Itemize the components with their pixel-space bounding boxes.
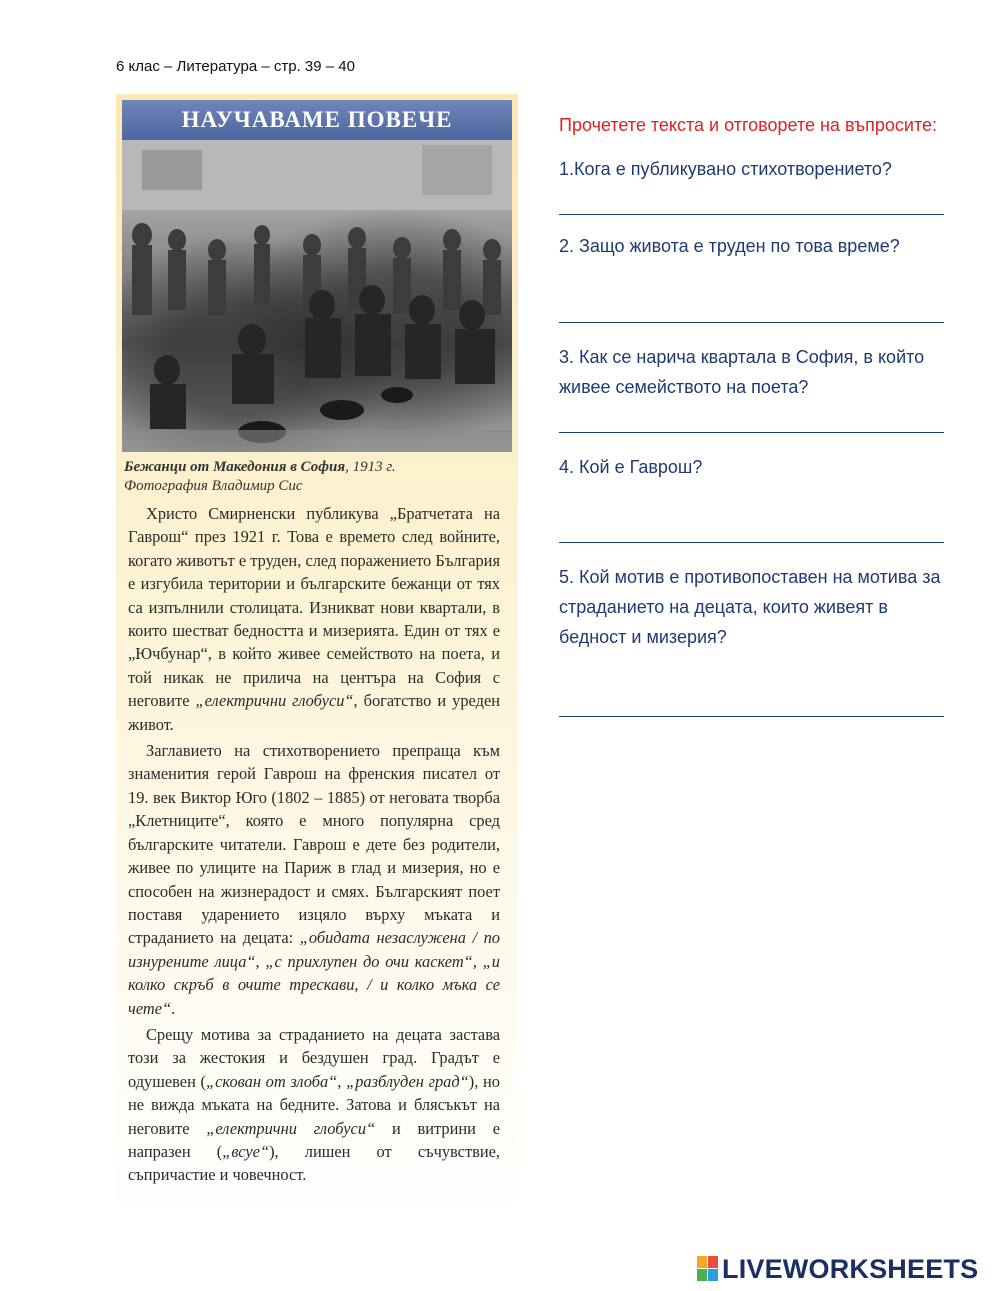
instructions: Прочетете текста и отговорете на въпросите: [559, 115, 938, 135]
question-1: 1.Кога е публикувано стихотворението? [559, 159, 892, 179]
p3-mid: ), но не вижда мъката на бедните. Затова и блясъкът на неговите [128, 1071, 500, 1138]
p2-end: . [171, 998, 176, 1018]
p2-text: Заглавието на стихотворението препраща към знаменития герой Гаврош на френския писател от 19. век Виктор Юго (1802 – 1885) от неговата творба „Клетниците“, която е много популярна сред българските читатели. Гаврош е дете без родители, живее по улиците на Париж в глад и мизерия, но е способен на жизнерадост и смях. Българският поет поставя ударението изцяло върху мъката и страданието на децата: [128, 741, 500, 948]
question-2: 2. Защо живота е труден по това време? [559, 236, 900, 256]
p1-text: Христо Смирненски публикува „Братчетата на Гаврош“ през 1921 г. Това е времето след войните, когато животът е труден, след поражението България е изгубила територии и българските бежанци от тях са изпълнили столицата. Изникват нови квартали, в които шестват бедността и мизерията. Един от тях е „Ючбунар“, в който живее семейството на поета, и той никак не прилича на центъра на София с неговите [128, 504, 500, 711]
answer-line-5[interactable] [559, 716, 944, 717]
p2-sep-2: , [472, 951, 483, 971]
p3-quote-1: „скован от злоба“ [206, 1071, 338, 1091]
p2-quote-1: „обидата незаслужена / по изнурените лица“ [128, 928, 500, 971]
caption-bold: Бежанци от Македония в София [124, 459, 346, 475]
question-5: 5. Кой мотив е противопоставен на мотива за страданието на децата, които живеят в бедност и мизерия? [559, 567, 941, 647]
photo-crowd-illustration [122, 140, 512, 452]
section-banner: НАУЧАВАМЕ ПОВЕЧЕ [122, 100, 512, 140]
p3-mid-2: и витрини е напразен ( [128, 1118, 500, 1161]
page-header: 6 клас – Литература – стр. 39 – 40 [116, 58, 355, 75]
article-body [128, 502, 500, 1187]
textbook-excerpt [116, 94, 518, 1224]
p3-quote-3: „електрични глобуси“ [206, 1118, 376, 1138]
p3-quote-2: „разблуден град“ [346, 1071, 469, 1091]
liveworksheets-logo [697, 1254, 978, 1284]
p3-end: ), лишен от съчувствие, съпричастие и човечност. [128, 1141, 501, 1185]
p3-text: Срещу мотива за страданието на децата застава този за жестокия и бездушен град. Градът е одушевен ( [128, 1024, 500, 1091]
p1-end: , богатство и уреден живот. [128, 691, 500, 734]
p2-sep-1: , [255, 951, 266, 971]
answer-line-2[interactable] [559, 322, 944, 323]
photo-caption [124, 458, 514, 496]
paragraph-3 [128, 1023, 500, 1187]
p2-quote-2: „с прихлупен до очи каскет“ [265, 951, 473, 971]
historical-photo [122, 140, 512, 452]
brand-wordmark: LIVEWORKSHEETS [722, 1253, 979, 1284]
answer-line-4[interactable] [559, 542, 944, 543]
paragraph-1 [128, 502, 500, 736]
question-4: 4. Кой е Гаврош? [559, 457, 703, 477]
p2-quote-3: „и колко скръб в очите трескави, / и колко мъка се чете“ [128, 951, 500, 1018]
paragraph-2 [128, 739, 500, 1020]
answer-line-1[interactable] [559, 214, 944, 215]
p1-quote: „електрични глобуси“ [195, 691, 354, 711]
question-3: 3. Как се нарича квартала в София, в който живее семейството на поета? [559, 347, 925, 397]
caption-rest: , 1913 г. [345, 459, 396, 475]
p3-sep-1: , [337, 1071, 347, 1091]
questions-column [559, 110, 959, 717]
answer-line-3[interactable] [559, 432, 944, 433]
logo-mark-icon [697, 1256, 719, 1282]
p3-quote-4: „всуе“ [222, 1141, 270, 1161]
caption-photographer: Фотография Владимир Сис [124, 478, 303, 494]
